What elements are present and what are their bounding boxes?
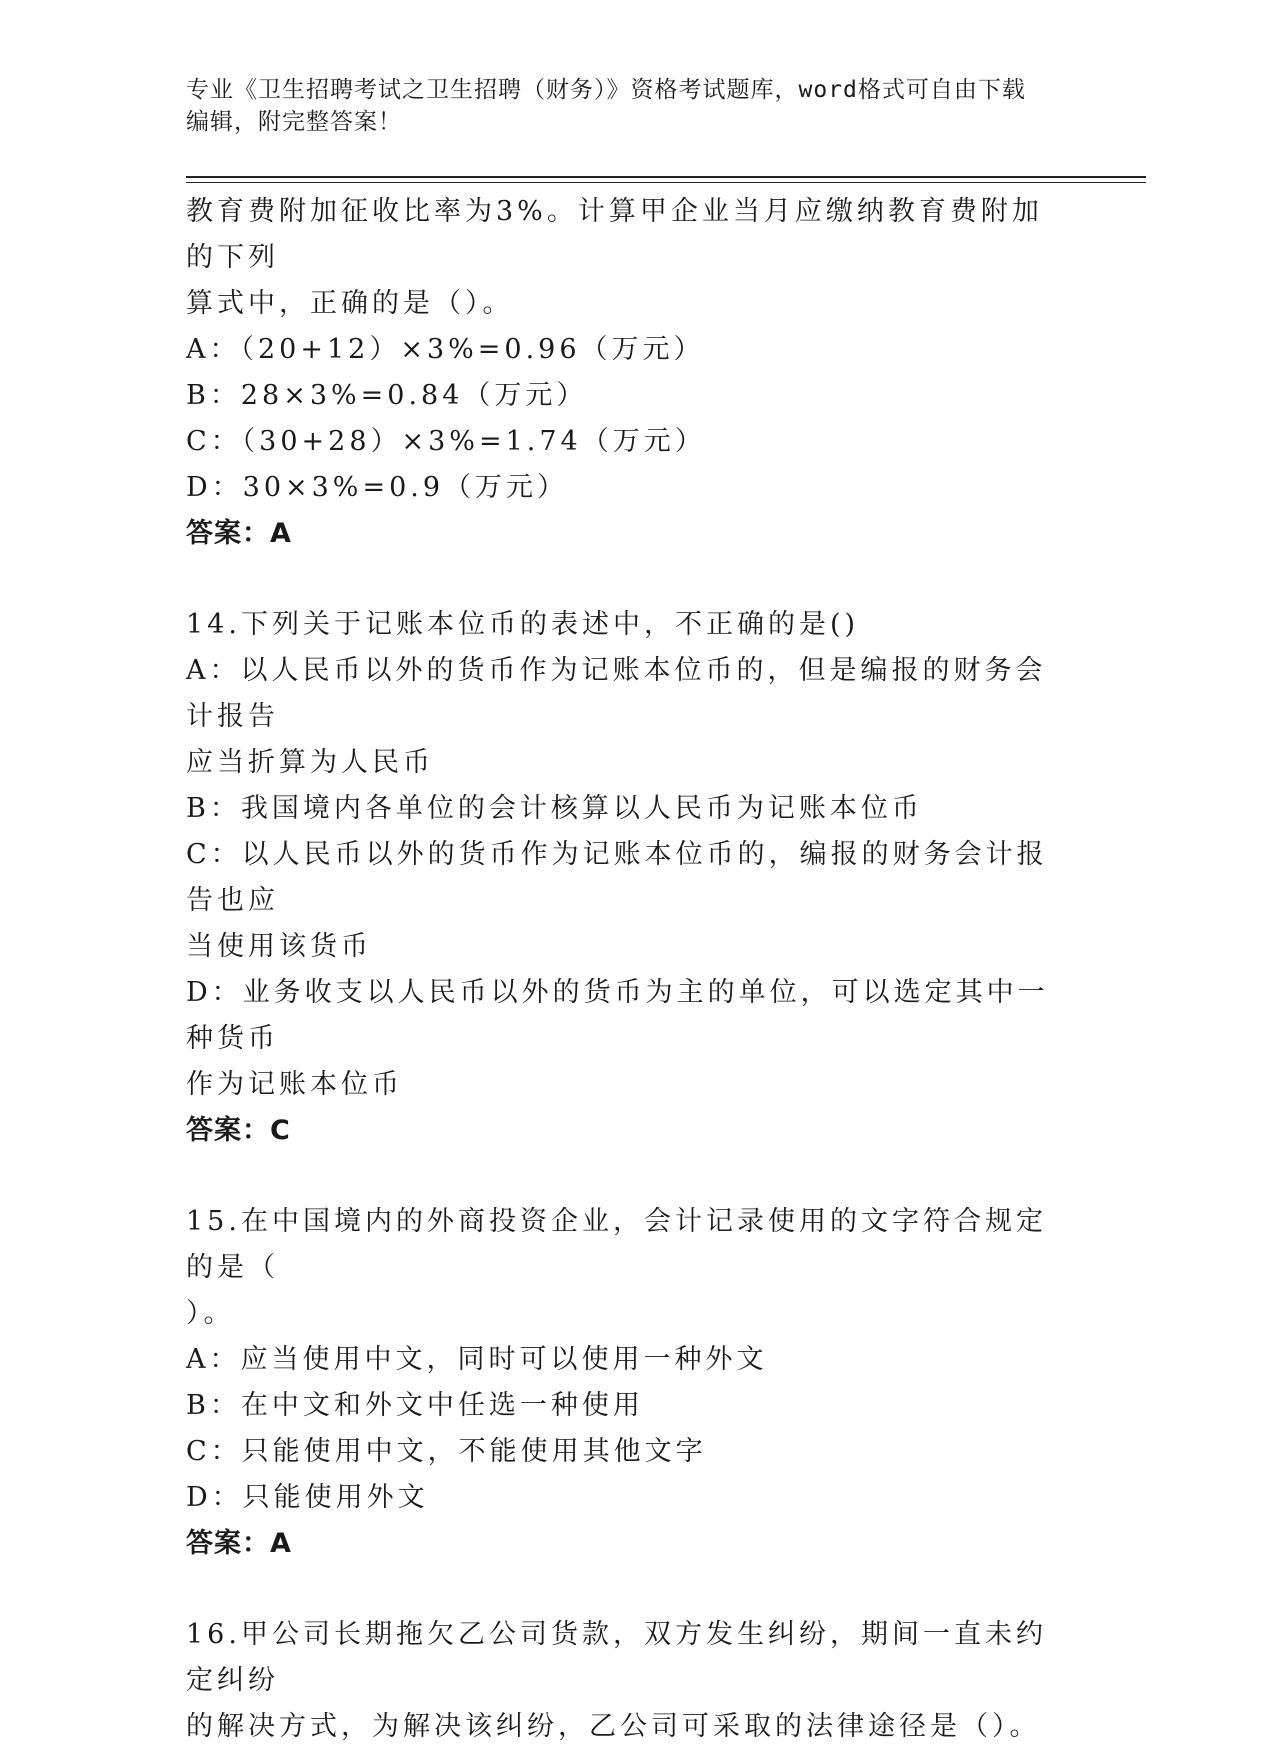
option-a-line: 应当折算为人民币 bbox=[186, 747, 434, 778]
header-rule-thin bbox=[186, 182, 1146, 183]
question-14 bbox=[186, 602, 1066, 1154]
option-b: B：在中文和外文中任选一种使用 bbox=[186, 1390, 644, 1421]
option-a-line: A：以人民币以外的货币作为记账本位币的，但是编报的财务会计报告 bbox=[186, 655, 1047, 732]
header-rule-thick bbox=[186, 176, 1146, 178]
answer-line: 答案：C bbox=[186, 1115, 291, 1146]
option-d-line: 作为记账本位币 bbox=[186, 1069, 403, 1100]
option-c-line: 当使用该货币 bbox=[186, 931, 372, 962]
answer-line: 答案：A bbox=[186, 1528, 292, 1559]
answer-line: 答案：A bbox=[186, 518, 292, 549]
option-d: D：只能使用外文 bbox=[186, 1482, 429, 1513]
option-a: A：（20+12）×3%=0.96（万元） bbox=[186, 334, 705, 365]
question-list bbox=[186, 189, 1066, 1750]
option-b: B：我国境内各单位的会计核算以人民币为记账本位币 bbox=[186, 793, 923, 824]
question-stem-line: 15.在中国境内的外商投资企业，会计记录使用的文字符合规定的是（ bbox=[186, 1206, 1047, 1283]
document-header bbox=[186, 74, 1066, 138]
option-b: B：28×3%=0.84（万元） bbox=[186, 380, 588, 411]
question-13 bbox=[186, 189, 1066, 557]
header-line-2: 编辑，附完整答案！ bbox=[186, 109, 402, 135]
option-a: A：应当使用中文，同时可以使用一种外文 bbox=[186, 1344, 768, 1375]
question-15 bbox=[186, 1199, 1066, 1567]
option-d: D：30×3%=0.9（万元） bbox=[186, 472, 569, 503]
question-stem-line: 16.甲公司长期拖欠乙公司货款，双方发生纠纷，期间一直未约定纠纷 bbox=[186, 1619, 1047, 1696]
header-line-1: 专业《卫生招聘考试之卫生招聘（财务）》资格考试题库，word格式可自由下载 bbox=[186, 77, 1026, 103]
question-16 bbox=[186, 1612, 1066, 1750]
option-c-line: C：以人民币以外的货币作为记账本位币的，编报的财务会计报告也应 bbox=[186, 839, 1048, 916]
question-stem: 14.下列关于记账本位币的表述中，不正确的是() bbox=[186, 609, 860, 640]
question-stem-line: 的解决方式，为解决该纠纷，乙公司可采取的法律途径是（）。 bbox=[186, 1711, 1041, 1742]
question-stem-line: 教育费附加征收比率为3%。计算甲企业当月应缴纳教育费附加的下列 bbox=[186, 196, 1043, 273]
option-d-line: D：业务收支以人民币以外的货币为主的单位，可以选定其中一种货币 bbox=[186, 977, 1049, 1054]
option-c: C：只能使用中文，不能使用其他文字 bbox=[186, 1436, 707, 1467]
option-c: C：（30+28）×3%=1.74（万元） bbox=[186, 426, 706, 457]
question-stem-line: 算式中，正确的是（）。 bbox=[186, 288, 514, 319]
question-stem-line: ）。 bbox=[186, 1298, 235, 1329]
